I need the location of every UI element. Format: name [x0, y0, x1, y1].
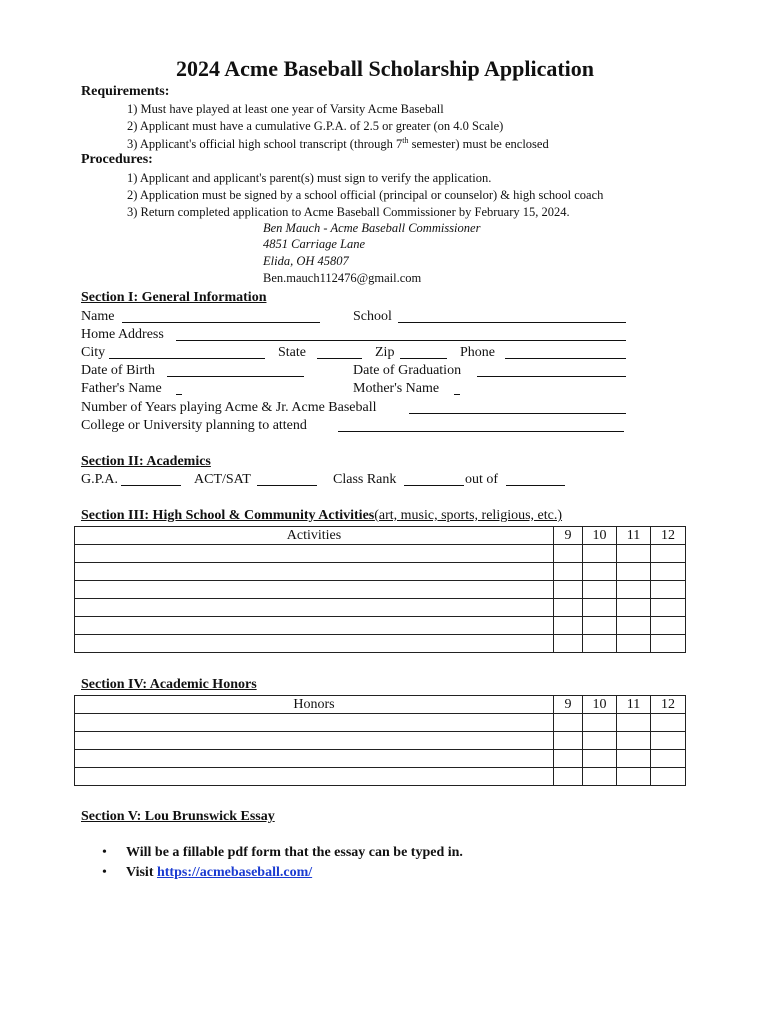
grade-cell[interactable] [554, 732, 583, 750]
grade-cell[interactable] [583, 635, 617, 653]
out-of-field[interactable] [506, 485, 565, 486]
act-sat-field[interactable] [257, 485, 317, 486]
page-title: 2024 Acme Baseball Scholarship Application [175, 56, 595, 81]
grade-cell[interactable] [554, 599, 583, 617]
table-row[interactable] [75, 563, 686, 581]
activities-table [74, 526, 686, 653]
graduation-field[interactable] [477, 376, 626, 377]
grade-cell[interactable] [651, 750, 686, 768]
table-row[interactable] [75, 617, 686, 635]
grade-cell[interactable] [617, 768, 651, 786]
table-row[interactable] [75, 732, 686, 750]
father-name-field[interactable] [176, 394, 182, 395]
phone-field[interactable] [505, 358, 626, 359]
activity-cell[interactable] [75, 563, 554, 581]
acmebaseball-link[interactable]: https://acmebaseball.com/ [156, 865, 313, 880]
activity-cell[interactable] [75, 599, 554, 617]
section-1-heading: Section I: General Information [81, 290, 267, 305]
school-field[interactable] [398, 322, 626, 323]
table-header-row [75, 696, 686, 714]
grade-10-header: 10 [583, 696, 617, 714]
essay-bullet-1: Will be a fillable pdf form that the essay can be typed in. [126, 845, 463, 860]
activity-cell[interactable] [75, 617, 554, 635]
grade-cell[interactable] [583, 599, 617, 617]
grade-cell[interactable] [583, 617, 617, 635]
honor-cell[interactable] [75, 768, 554, 786]
table-row[interactable] [75, 768, 686, 786]
state-field[interactable] [317, 358, 362, 359]
activity-cell[interactable] [75, 635, 554, 653]
name-label: Name [81, 309, 115, 324]
grade-cell[interactable] [554, 617, 583, 635]
grade-cell[interactable] [583, 714, 617, 732]
grade-9-header: 9 [554, 696, 583, 714]
grade-cell[interactable] [651, 768, 686, 786]
years-playing-label: Number of Years playing Acme & Jr. Acme Baseball [81, 400, 377, 415]
procedure-3: 3) Return completed application to Acme Baseball Commissioner by February 15, 2024. [127, 205, 570, 219]
out-of-label: out of [465, 472, 499, 487]
phone-label: Phone [460, 345, 495, 360]
gpa-field[interactable] [121, 485, 181, 486]
mother-name-field[interactable] [454, 394, 460, 395]
mother-name-label: Mother's Name [353, 381, 440, 396]
zip-label: Zip [375, 345, 395, 360]
requirement-3: 3) Applicant's official high school transcript (through 7th semester) must be enclosed [127, 136, 549, 152]
section-3-heading: Section III: High School & Community Activities(art, music, sports, religious, etc.) [81, 508, 563, 523]
zip-field[interactable] [400, 358, 447, 359]
activity-cell[interactable] [75, 545, 554, 563]
requirements-heading: Requirements: [81, 84, 170, 99]
grade-12-header: 12 [651, 527, 686, 545]
grade-cell[interactable] [617, 750, 651, 768]
grade-cell[interactable] [583, 545, 617, 563]
grade-cell[interactable] [651, 714, 686, 732]
college-label: College or University planning to attend [81, 418, 307, 433]
table-row[interactable] [75, 714, 686, 732]
grade-cell[interactable] [554, 768, 583, 786]
grade-10-header: 10 [583, 527, 617, 545]
grade-cell[interactable] [583, 768, 617, 786]
bullet-icon: • [102, 865, 107, 880]
grade-cell[interactable] [617, 714, 651, 732]
grade-cell[interactable] [617, 581, 651, 599]
honor-cell[interactable] [75, 714, 554, 732]
grade-11-header: 11 [617, 696, 651, 714]
class-rank-field[interactable] [404, 485, 464, 486]
essay-bullet-2: Visit https://acmebaseball.com/ [126, 865, 313, 880]
state-label: State [278, 345, 306, 360]
dob-label: Date of Birth [81, 363, 155, 378]
procedure-1: 1) Applicant and applicant's parent(s) must sign to verify the application. [127, 171, 492, 185]
table-header-row [75, 527, 686, 545]
requirement-1: 1) Must have played at least one year of Varsity Acme Baseball [127, 102, 444, 116]
grade-cell[interactable] [554, 545, 583, 563]
procedure-2: 2) Application must be signed by a school official (principal or counselor) & high school coach [127, 188, 604, 202]
table-row[interactable] [75, 545, 686, 563]
honors-table [74, 695, 686, 786]
procedures-heading: Procedures: [81, 152, 153, 167]
grade-cell[interactable] [617, 732, 651, 750]
section-3-subheading: (art, music, sports, religious, etc.) [374, 508, 563, 523]
section-5-heading: Section V: Lou Brunswick Essay [81, 809, 275, 824]
home-address-field[interactable] [176, 340, 626, 341]
grade-cell[interactable] [651, 581, 686, 599]
city-field[interactable] [109, 358, 265, 359]
table-row[interactable] [75, 635, 686, 653]
grade-cell[interactable] [583, 563, 617, 581]
grade-cell[interactable] [617, 545, 651, 563]
grade-cell[interactable] [583, 581, 617, 599]
grade-cell[interactable] [554, 714, 583, 732]
grade-cell[interactable] [617, 563, 651, 581]
grade-cell[interactable] [617, 617, 651, 635]
activity-cell[interactable] [75, 581, 554, 599]
home-address-label: Home Address [81, 327, 164, 342]
act-sat-label: ACT/SAT [194, 472, 251, 487]
class-rank-label: Class Rank [333, 472, 397, 487]
grade-cell[interactable] [651, 563, 686, 581]
grade-cell[interactable] [554, 635, 583, 653]
section-4-heading: Section IV: Academic Honors [81, 677, 257, 692]
grade-cell[interactable] [617, 635, 651, 653]
honor-cell[interactable] [75, 732, 554, 750]
grade-cell[interactable] [554, 750, 583, 768]
grade-12-header: 12 [651, 696, 686, 714]
grade-cell[interactable] [617, 599, 651, 617]
commissioner-name: Ben Mauch - Acme Baseball Commissioner [263, 221, 481, 235]
table-row[interactable] [75, 750, 686, 768]
honor-cell[interactable] [75, 750, 554, 768]
grade-cell[interactable] [651, 617, 686, 635]
school-label: School [353, 309, 392, 324]
address-city: Elida, OH 45807 [263, 254, 349, 268]
grade-cell[interactable] [554, 581, 583, 599]
grade-cell[interactable] [651, 545, 686, 563]
grade-cell[interactable] [651, 732, 686, 750]
grade-cell[interactable] [651, 599, 686, 617]
grade-9-header: 9 [554, 527, 583, 545]
table-row[interactable] [75, 581, 686, 599]
grade-cell[interactable] [583, 732, 617, 750]
name-field[interactable] [122, 322, 320, 323]
college-field[interactable] [338, 431, 624, 432]
years-playing-field[interactable] [409, 413, 626, 414]
section-2-heading: Section II: Academics [81, 454, 211, 469]
grade-cell[interactable] [583, 750, 617, 768]
graduation-label: Date of Graduation [353, 363, 462, 378]
gpa-label: G.P.A. [81, 472, 118, 487]
grade-11-header: 11 [617, 527, 651, 545]
activities-column-header: Activities [75, 527, 554, 545]
city-label: City [81, 345, 106, 360]
address-street: 4851 Carriage Lane [263, 237, 366, 251]
honors-column-header: Honors [75, 696, 554, 714]
grade-cell[interactable] [554, 563, 583, 581]
dob-field[interactable] [167, 376, 304, 377]
grade-cell[interactable] [651, 635, 686, 653]
bullet-icon: • [102, 845, 107, 860]
requirement-2: 2) Applicant must have a cumulative G.P.A. of 2.5 or greater (on 4.0 Scale) [127, 119, 504, 133]
table-row[interactable] [75, 599, 686, 617]
commissioner-email: Ben.mauch112476@gmail.com [263, 271, 422, 285]
father-name-label: Father's Name [81, 381, 162, 396]
